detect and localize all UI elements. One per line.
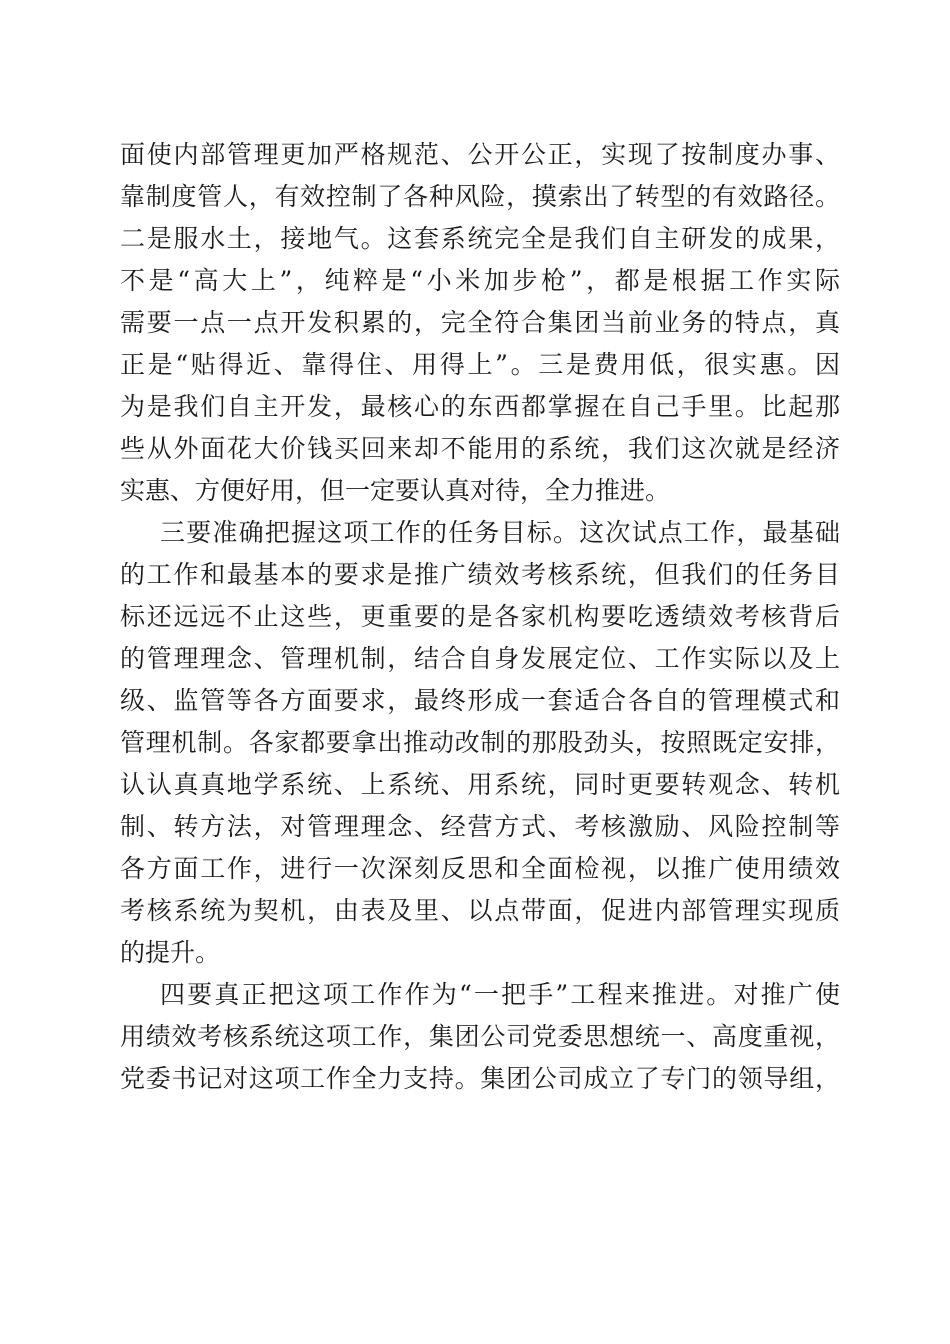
text-line: 二是服水土，接地气。这套系统完全是我们自主研发的成果， (120, 224, 840, 253)
text-line: 不是“高大上”，纯粹是“小米加步枪”，都是根据工作实际 (120, 266, 840, 295)
paragraph-3 (120, 974, 840, 1100)
text-line: 级、监管等各方面要求，最终形成一套适合各自的管理模式和 (120, 686, 840, 715)
text-line: 党委书记对这项工作全力支持。集团公司成立了专门的领导组， (120, 1064, 840, 1093)
body-text (120, 134, 840, 1100)
text-line: 四要真正把这项工作作为“一把手”工程来推进。对推广使 (160, 980, 840, 1009)
text-line: 的提升。 (120, 938, 221, 967)
text-line: 实惠、方便好用，但一定要认真对待，全力推进。 (120, 476, 671, 505)
text-line: 考核系统为契机，由表及里、以点带面，促进内部管理实现质 (120, 896, 840, 925)
text-line: 面使内部管理更加严格规范、公开公正，实现了按制度办事、 (120, 140, 840, 169)
text-line: 用绩效考核系统这项工作，集团公司党委思想统一、高度重视， (120, 1022, 840, 1051)
text-line: 制、转方法，对管理理念、经营方式、考核激励、风险控制等 (120, 812, 840, 841)
text-line: 的管理理念、管理机制，结合自身发展定位、工作实际以及上 (120, 644, 840, 673)
text-line: 为是我们自主开发，最核心的东西都掌握在自己手里。比起那 (120, 392, 840, 421)
text-line: 些从外面花大价钱买回来却不能用的系统，我们这次就是经济 (120, 434, 840, 463)
text-line: 需要一点一点开发积累的，完全符合集团当前业务的特点，真 (120, 308, 840, 337)
text-line: 正是“贴得近、靠得住、用得上”。三是费用低，很实惠。因 (120, 350, 840, 379)
text-line: 各方面工作，进行一次深刻反思和全面检视，以推广使用绩效 (120, 854, 840, 883)
text-line: 标还远远不止这些，更重要的是各家机构要吃透绩效考核背后 (120, 602, 840, 631)
paragraph-1 (120, 134, 840, 512)
text-line: 认认真真地学系统、上系统、用系统，同时更要转观念、转机 (120, 770, 840, 799)
text-line: 的工作和最基本的要求是推广绩效考核系统，但我们的任务目 (120, 560, 840, 589)
paragraph-2 (120, 512, 840, 974)
text-line: 管理机制。各家都要拿出推动改制的那股劲头，按照既定安排， (120, 728, 840, 757)
text-line: 靠制度管人，有效控制了各种风险，摸索出了转型的有效路径。 (120, 182, 840, 211)
text-line: 三要准确把握这项工作的任务目标。这次试点工作，最基础 (160, 518, 840, 547)
